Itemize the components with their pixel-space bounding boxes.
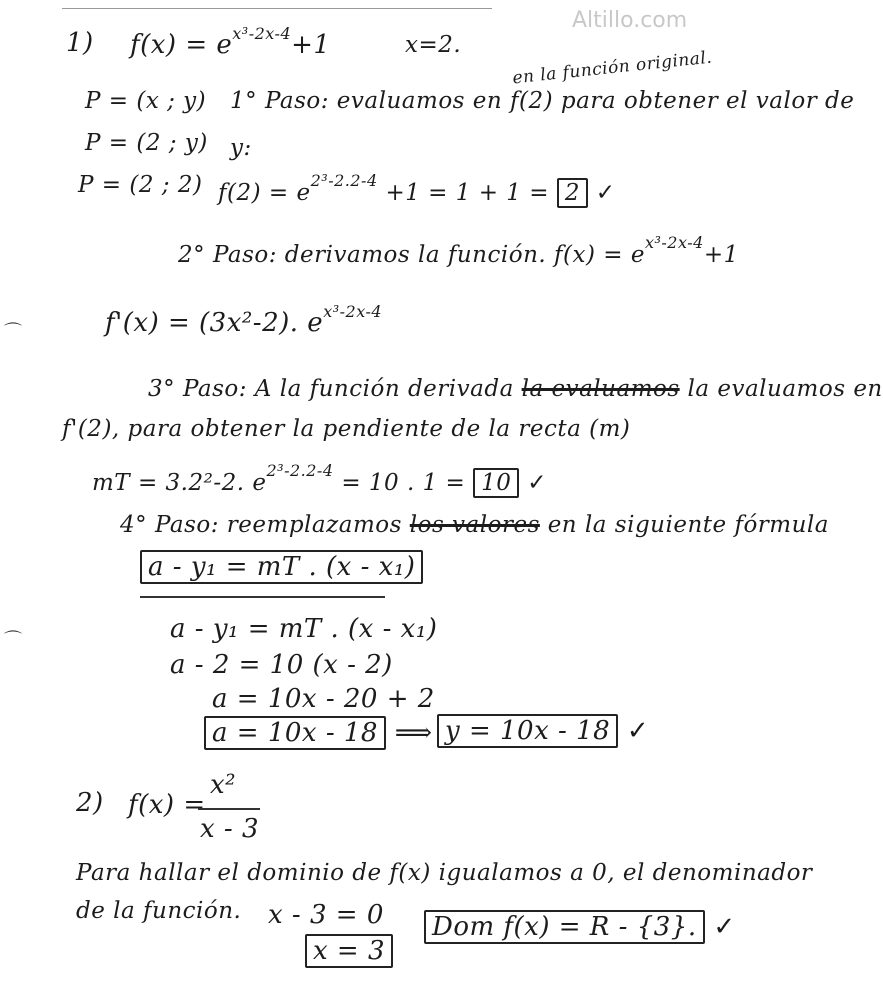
step-3-line-2 bbox=[62, 416, 630, 442]
problem-1-number: 1) bbox=[66, 28, 94, 58]
y-label: y: bbox=[230, 135, 252, 161]
checkmark-icon: ✓ bbox=[713, 912, 736, 942]
line-4 bbox=[204, 718, 433, 748]
f2-tail: +1 = 1 + 1 = bbox=[385, 180, 549, 206]
step-3-tail: la evaluamos en bbox=[687, 376, 883, 402]
line-4-box: a = 10x - 18 bbox=[204, 716, 386, 750]
slope-exponent: 2³-2.2-4 bbox=[266, 461, 334, 480]
step-2-text bbox=[178, 233, 739, 268]
checkmark-icon: ✓ bbox=[626, 716, 650, 746]
solution bbox=[305, 936, 393, 966]
point-22: P = (2 ; 2) bbox=[78, 172, 203, 198]
formula-box: a - y₁ = mT . (x - x₁) bbox=[140, 550, 423, 584]
function-exponent: x³-2x-4 bbox=[232, 24, 292, 43]
derivative bbox=[105, 302, 383, 338]
top-rule bbox=[62, 8, 492, 9]
problem-2-text-1: Para hallar el dominio de f(x) igualamos a 0, el denominador bbox=[76, 860, 813, 886]
step-3-purpose: , para obtener la pendiente de la recta (m) bbox=[111, 416, 631, 442]
f2-base: f(2) = e bbox=[218, 180, 311, 206]
function-base: f(x) = e bbox=[130, 30, 233, 60]
slope-calculation bbox=[92, 461, 548, 496]
derivative-exponent: x³-2x-4 bbox=[323, 302, 383, 321]
solution-box: x = 3 bbox=[305, 934, 393, 968]
watermark: Altillo.com bbox=[572, 8, 688, 33]
step-4-struck: los valores bbox=[409, 512, 540, 538]
derivative-base: f'(x) = (3x²-2). e bbox=[105, 308, 324, 338]
step-4-text bbox=[120, 512, 829, 538]
f2-evaluation bbox=[218, 171, 616, 206]
numerator: x² bbox=[210, 770, 237, 800]
step-4-tail: en la siguiente fórmula bbox=[547, 512, 829, 538]
step-3-struck: la evaluamos bbox=[521, 376, 680, 402]
point-xy: P = (x ; y) bbox=[85, 88, 207, 114]
margin-arrow-icon: ⌒ bbox=[4, 630, 22, 651]
step-1-text: 1° Paso: evaluamos en f(2) para obtener el valor de bbox=[230, 88, 855, 114]
final-equation bbox=[437, 716, 649, 746]
f2-exponent: 2³-2.2-4 bbox=[310, 171, 378, 190]
step-3-label: 3° Paso: A la función derivada bbox=[148, 376, 514, 402]
problem-2-function: f(x) = bbox=[128, 790, 206, 820]
checkmark-icon: ✓ bbox=[527, 470, 548, 496]
line-3: a = 10x - 20 + 2 bbox=[212, 684, 435, 714]
step-3-text bbox=[148, 376, 883, 402]
final-equation-box: y = 10x - 18 bbox=[437, 714, 618, 748]
x-value: x=2. bbox=[405, 32, 462, 58]
point-2y: P = (2 ; y) bbox=[85, 130, 208, 156]
function-tail: +1 bbox=[291, 30, 331, 60]
denominator-equation: x - 3 = 0 bbox=[268, 900, 384, 930]
checkmark-icon: ✓ bbox=[595, 180, 616, 206]
margin-note: en la función original. bbox=[511, 47, 714, 89]
slope-result: 10 bbox=[473, 468, 519, 498]
step-2-tail: +1 bbox=[703, 242, 739, 268]
slope-base: mT = 3.2²-2. e bbox=[92, 470, 267, 496]
problem-1-function bbox=[130, 24, 331, 60]
formula-underline bbox=[140, 596, 385, 598]
margin-arrow-icon: ⌒ bbox=[4, 322, 22, 343]
f2-result: 2 bbox=[557, 178, 588, 208]
implies-arrow: ⟹ bbox=[394, 718, 433, 748]
line-1: a - y₁ = mT . (x - x₁) bbox=[170, 614, 438, 644]
point-slope-formula bbox=[140, 552, 423, 582]
domain-box: Dom f(x) = R - {3}. bbox=[424, 910, 705, 944]
slope-tail: = 10 . 1 = bbox=[341, 470, 466, 496]
step-2-label: 2° Paso: derivamos la función. f(x) = e bbox=[178, 242, 645, 268]
step-2-exponent: x³-2x-4 bbox=[644, 233, 704, 252]
f-prime-2: f'(2) bbox=[62, 416, 112, 442]
step-4-label: 4° Paso: reemplazamos bbox=[120, 512, 402, 538]
problem-2-text-2: de la función. bbox=[76, 898, 242, 924]
domain-result bbox=[424, 912, 736, 942]
problem-2-number: 2) bbox=[76, 788, 104, 818]
line-2: a - 2 = 10 (x - 2) bbox=[170, 650, 393, 680]
denominator: x - 3 bbox=[200, 814, 260, 844]
fraction-bar bbox=[198, 808, 260, 810]
